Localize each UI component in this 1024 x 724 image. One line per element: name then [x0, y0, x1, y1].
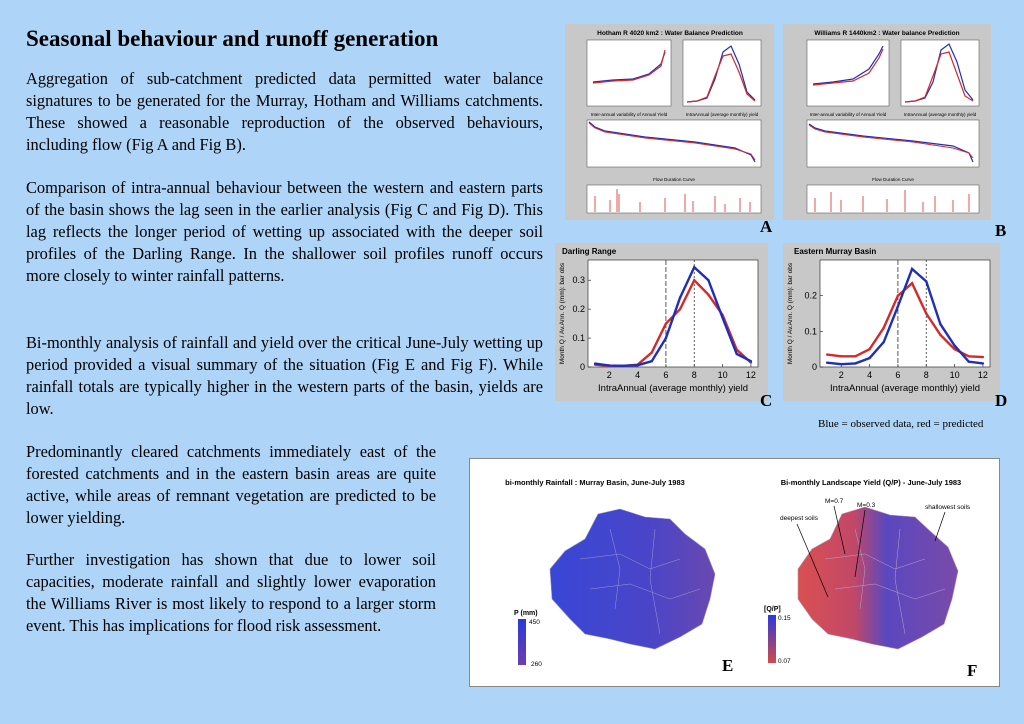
figure-e-legend-min: 260 — [531, 661, 542, 668]
y-tick-label: 0.2 — [572, 304, 585, 315]
figure-c-chart — [555, 243, 768, 401]
data-point-observed — [982, 362, 984, 364]
figure-a — [565, 24, 774, 220]
x-tick-label: 10 — [949, 370, 960, 380]
data-point-predicted — [651, 351, 653, 353]
data-point-observed — [925, 280, 927, 282]
x-tick-label: 8 — [923, 370, 929, 380]
map-e-basin — [550, 509, 715, 649]
data-point-predicted — [925, 312, 927, 314]
data-point-observed — [736, 353, 738, 355]
data-point-observed — [840, 363, 842, 365]
y-tick-label: 0.2 — [804, 290, 817, 301]
y-axis-label: Month Q / Av.Ann. Q (mm): bar obs — [787, 262, 794, 365]
figure-e-colorbar — [518, 619, 526, 665]
x-tick-label: 4 — [635, 370, 641, 380]
x-tick-label: 12 — [977, 370, 988, 380]
data-point-predicted — [968, 355, 970, 357]
y-tick-label: 0.3 — [572, 275, 585, 286]
y-tick-label: 0 — [579, 362, 585, 372]
data-point-observed — [622, 365, 624, 367]
y-tick-label: 0 — [811, 362, 817, 372]
figure-label-b: B — [995, 221, 1007, 240]
figure-d — [783, 243, 1000, 401]
figure-a-title: Hotham R 4020 km2 : Water Balance Prediction — [597, 30, 743, 37]
figure-label-d: D — [995, 391, 1008, 410]
annotation-shallowest-soils: shallowest soils — [925, 504, 971, 511]
figure-b — [783, 24, 991, 220]
data-point-observed — [826, 362, 828, 364]
figure-d-chart — [783, 243, 1000, 401]
x-tick-label: 10 — [717, 370, 728, 380]
x-axis-label: IntraAnnual (average monthly) yield — [830, 383, 980, 394]
x-tick-label: 2 — [838, 370, 844, 380]
figure-ef — [469, 458, 1000, 687]
annotation-deepest-soils: deepest soils — [780, 515, 818, 522]
figure-label-f: F — [967, 661, 978, 680]
figure-f-legend-max: 0.15 — [778, 615, 791, 622]
data-point-predicted — [868, 348, 870, 350]
map-f-basin — [798, 507, 958, 649]
data-point-observed — [883, 341, 885, 343]
figure-e-legend-max: 450 — [529, 619, 540, 626]
data-point-predicted — [840, 355, 842, 357]
y-axis-label: Month Q / Av.Ann. Q (mm): bar obs — [559, 262, 566, 365]
figure-b-sub1: Inter-annual variability of Annual Yield — [809, 112, 887, 117]
chart-title: Eastern Murray Basin — [794, 247, 877, 256]
figure-ef-maps — [470, 459, 999, 686]
figure-b-title: Williams R 1440km2 : Water balance Prediction — [814, 30, 960, 37]
y-tick-label: 0.1 — [572, 333, 585, 344]
data-point-observed — [854, 362, 856, 364]
figure-label-e: E — [722, 656, 734, 675]
data-point-predicted — [665, 322, 667, 324]
data-point-predicted — [939, 334, 941, 336]
figure-b-plots — [783, 24, 991, 220]
figure-f-colorbar — [768, 615, 776, 663]
figure-e-title: bi-monthly Rainfall : Murray Basin, June-July 1983 — [505, 478, 685, 487]
data-point-observed — [665, 337, 667, 339]
data-point-predicted — [707, 294, 709, 296]
data-point-observed — [721, 317, 723, 319]
data-point-observed — [968, 360, 970, 362]
figure-label-c: C — [760, 391, 773, 410]
plot-area — [588, 260, 758, 367]
paragraph-3: Bi-monthly analysis of rainfall and yield over the critical June-July wetting up period provided a visual summary of the situation (Fig E and Fig F). While rainfall totals are typically higher in the western parts of the basin, yields are low. — [26, 333, 543, 418]
data-point-observed — [608, 364, 610, 366]
data-point-observed — [594, 362, 596, 364]
figure-c — [555, 243, 768, 401]
plot-area — [820, 260, 990, 367]
x-tick-label: 6 — [663, 370, 669, 380]
y-tick-label: 0.1 — [804, 326, 817, 337]
figure-f-legend-title: [Q/P] — [764, 606, 781, 613]
data-point-observed — [693, 266, 695, 268]
data-point-observed — [679, 296, 681, 298]
paragraph-2: Comparison of intra-annual behaviour between the western and eastern parts of the basin shows the lag seen in the earlier analysis (Fig C and Fig D). This lag reflects the longer period of wetting up associated with the deeper soil profiles of the Darling Range. In the shallower soil profiles runoff occurs more closely to winter rainfall patterns. — [26, 178, 543, 285]
figure-a-sub1: Inter-annual variability of Annual Yield — [590, 112, 668, 117]
figure-e-legend-title: P (mm) — [514, 610, 538, 617]
figure-a-sub3: Flow Duration Curve — [653, 177, 695, 182]
figure-label-a: A — [760, 217, 773, 236]
chart-title: Darling Range — [562, 247, 617, 256]
x-tick-label: 12 — [745, 370, 756, 380]
data-point-observed — [636, 364, 638, 366]
paragraph-1: Aggregation of sub-catchment predicted data permitted water balance signatures to be generated for the Murray, Hotham and Williams catchments. These showed a reasonable reproduction of the observed behaviours, including flow (Fig A and Fig B). — [26, 69, 543, 154]
data-point-observed — [953, 344, 955, 346]
data-point-observed — [707, 279, 709, 281]
x-tick-label: 2 — [606, 370, 612, 380]
annotation-m03: M=0.3 — [857, 502, 876, 509]
paragraph-5: Further investigation has shown that due to lower soil capacities, moderate rainfall and slightly lower evaporation the Williams River is most likely to respond to a larger storm event. This has implications for flood risk assessment. — [26, 550, 436, 635]
figure-caption: Blue = observed data, red = predicted — [818, 418, 984, 430]
data-point-predicted — [693, 279, 695, 281]
paragraph-4: Predominantly cleared catchments immediately east of the forested catchments and in the eastern basin areas are quite active, while areas of remnant vegetation are predicted to be lower yielding. — [26, 442, 436, 527]
data-point-predicted — [679, 308, 681, 310]
x-tick-label: 8 — [691, 370, 697, 380]
page-title: Seasonal behaviour and runoff generation — [26, 26, 439, 51]
data-point-predicted — [911, 282, 913, 284]
x-tick-label: 4 — [867, 370, 873, 380]
data-point-observed — [750, 360, 752, 362]
figure-b-sub2: IntraAnnual (average monthly) yield — [903, 112, 977, 117]
figure-b-sub3: Flow Duration Curve — [872, 177, 914, 182]
figure-a-plots — [565, 24, 774, 220]
x-axis-label: IntraAnnual (average monthly) yield — [598, 383, 748, 394]
figure-f-title: Bi-monthly Landscape Yield (Q/P) - June-July 1983 — [780, 478, 962, 487]
figure-a-sub2: IntraAnnual (average monthly) yield — [685, 112, 759, 117]
annotation-m07: M=0.7 — [825, 498, 844, 505]
data-point-observed — [911, 268, 913, 270]
data-point-observed — [897, 305, 899, 307]
data-point-observed — [939, 323, 941, 325]
data-point-observed — [651, 360, 653, 362]
data-point-predicted — [883, 327, 885, 329]
data-point-predicted — [854, 355, 856, 357]
data-point-predicted — [897, 294, 899, 296]
data-point-observed — [868, 357, 870, 359]
figure-f-legend-min: 0.07 — [778, 658, 791, 665]
data-point-predicted — [826, 353, 828, 355]
data-point-predicted — [982, 356, 984, 358]
x-tick-label: 6 — [895, 370, 901, 380]
